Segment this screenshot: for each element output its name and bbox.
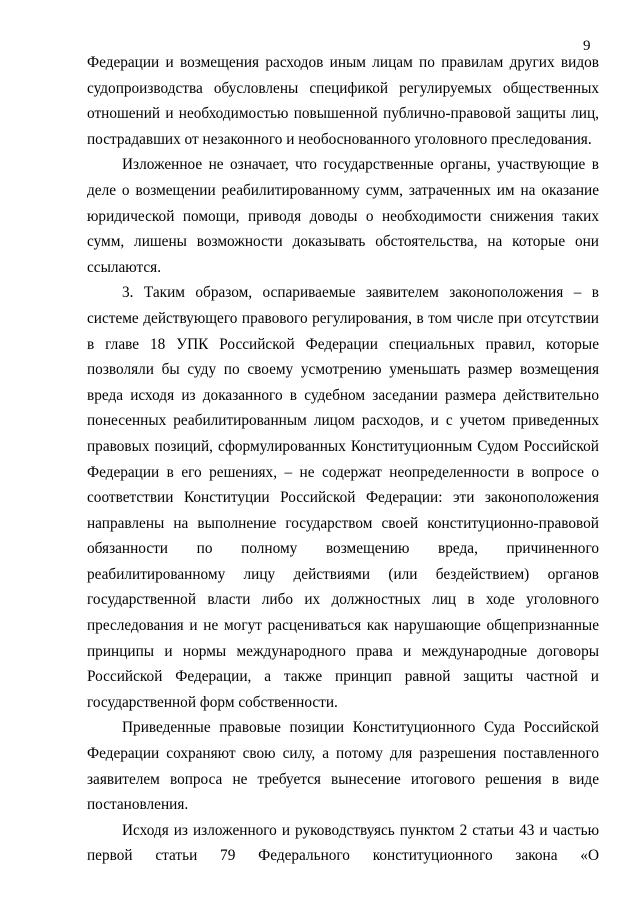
paragraph-legal-positions: Приведенные правовые позиции Конституционного Суда Российской Федерации сохраняют свою силу, а потому для разрешения поставленного заявителем вопроса не требуется вынесение итогового решения в виде постановления. [87,719,599,814]
paragraph-conclusion-3: 3. Таким образом, оспариваемые заявителем законоположения – в системе действующего правового регулирования, в том числе при отсутствии в главе 18 УПК Российской Федерации специальных правил, которые позволяли бы суду по своему усмотрению уменьшать размер возмещения вреда исходя из доказанного в судебном заседании размера действительно понесенных реабилитированным лицом расходов, и с учетом приведенных правовых позиций, сформулированных Конституционным Судом Российской Федерации в его решениях, – не содержат неопределенности в вопросе о соответствии Конституции Российской Федерации: эти законоположения направлены на выполнение государством своей конституционно-правовой обязанности по полному возмещению вреда, причиненного реабилитированному лицу действиями (или бездействием) органов государственной власти либо их должностных лиц в ходе уголовного преследования и не могут расцениваться как нарушающие общепризнанные принципы и нормы международного права и международные договоры Российской Федерации, а также принцип равной защиты частной и государственной форм собственности. [87,284,599,711]
document-body [87,50,599,869]
paragraph-state-bodies: Изложенное не означает, что государственные органы, участвующие в деле о возмещении реабилитированному сумм, затраченных им на оказание юридической помощи, приводя доводы о необходимости снижения таких сумм, лишены возможности доказывать обстоятельства, на которые они ссылаются. [87,156,599,276]
paragraph-ruling-basis: Исходя из изложенного и руководствуясь пунктом 2 статьи 43 и частью первой статьи 79 Федерального конституционного закона «О [87,821,599,865]
paragraph-continuation: Федерации и возмещения расходов иным лицам по правилам других видов судопроизводства обусловлены спецификой регулируемых общественных отношений и необходимостью повышенной публично-правовой защиты лиц, пострадавших от незаконного и необоснованного уголовного преследования. [87,54,599,148]
page-number: 9 [583,38,591,54]
